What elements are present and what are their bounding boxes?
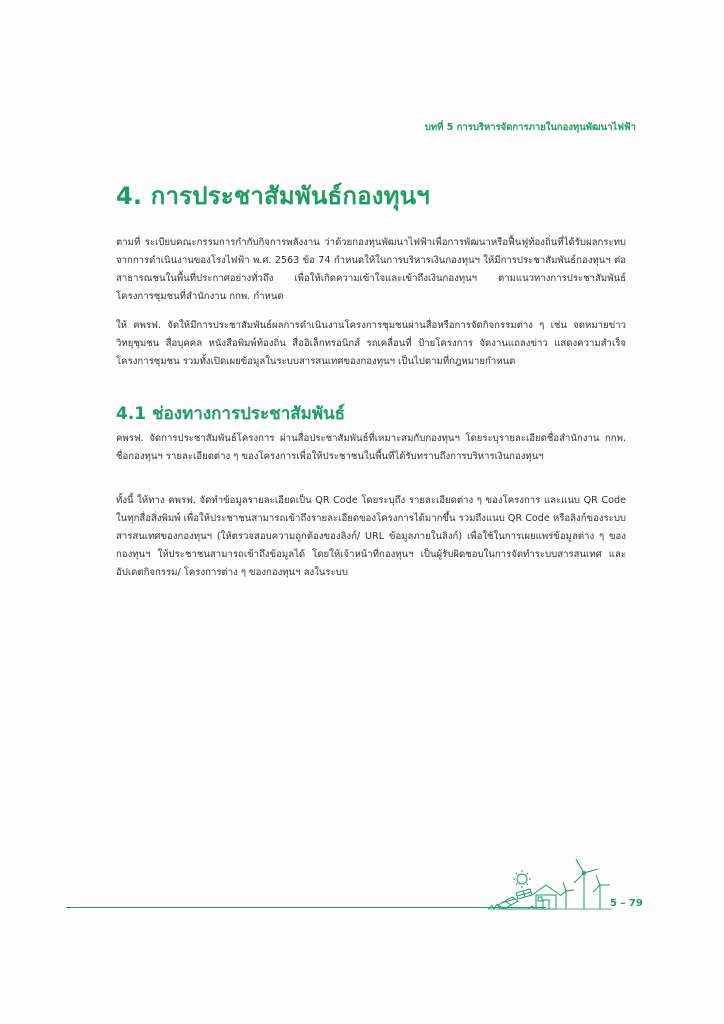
sun-icon [513,870,531,888]
section-paragraph-1: ตามที่ ระเบียบคณะกรรมการกำกับกิจการพลังงาน ว่าด้วยกองทุนพัฒนาไฟฟ้าเพื่อการพัฒนาหรือฟื้นฟูท้องถิ่นที่ได้รับผลกระทบจากการดำเนินงานของโรงไฟฟ้า พ.ศ. 2563 ข้อ 74 กำหนดให้ในการบริหารเงินกองทุนฯ ให้มีการประชาสัมพันธ์กองทุนฯ ต่อสาธารณชนในพื้นที่ประกาศอย่างทั่วถึง เพื่อให้เกิดความเข้าใจและเข้าถึงเงินกองทุนฯ ตามแนวทางการประชาสัมพันธ์โครงการชุมชนที่สำนักงาน กกพ. กำหนด [116,237,626,302]
wind-turbine-icon [560,859,610,909]
footer-divider [66,907,546,908]
grass-icon [488,904,612,909]
subsection-paragraph-1: คพรฟ. จัดการประชาสัมพันธ์โครงการ ผ่านสื่อประชาสัมพันธ์ที่เหมาะสมกับกองทุนฯ โดยระบุรายละเอียดชื่อสำนักงาน กกพ. ชื่อกองทุนฯ รายละเอียดต่าง ๆ ของโครงการเพื่อให้ประชาชนในพื้นที่ได้รับทราบถึงการบริหารเงินกองทุนฯ [116,433,626,462]
footer-illustration [488,855,612,915]
solar-panel-icon [498,889,532,909]
subsection-paragraph-2: ทั้งนี้ ให้ทาง คพรฟ. จัดทำข้อมูลรายละเอียดเป็น QR Code โดยระบุถึง รายละเอียดต่าง ๆ ของโครงการ และแนบ QR Code ในทุกสื่อสิ่งพิมพ์ เพื่อให้ประชาชนสามารถเข้าถึงรายละเอียดของโครงการได้มากขึ้น รวมถึงแนบ QR Code หรือลิงก์ของระบบสารสนเทศของกองทุนฯ (ให้ตรวจสอบความถูกต้องของลิงก์/ URL ข้อมูลภายในลิงก์) เพื่อใช้ในการเผยแพร่ข้อมูลต่าง ๆ ของกองทุนฯ ให้ประชาชนสามารถเข้าถึงข้อมูลได้ โดยให้เจ้าหน้าที่กองทุนฯ เป็นผู้รับผิดชอบในการจัดทำระบบสารสนเทศ และอัปเดตกิจกรรม/ โครงการต่าง ๆ ของกองทุนฯ ลงในระบบ [116,495,626,578]
section-paragraph-2: ให้ คพรฟ. จัดให้มีการประชาสัมพันธ์ผลการดำเนินงานโครงการชุมชนผ่านสื่อหรือการจัดกิจกรรมต่าง ๆ เช่น จดหมายข่าว วิทยุชุมชน สื่อบุคคล หนังสือพิมพ์ท้องถิ่น สื่ออิเล็กทรอนิกส์ รถเคลื่อนที่ ป้ายโครงการ จัดงานแถลงข่าว แสดงความสำเร็จโครงการชุมชน รวมทั้งเปิดเผยข้อมูลในระบบสารสนเทศของกองทุนฯ เป็นไปตามที่กฎหมายกำหนด [116,320,626,367]
section-title: 4. การประชาสัมพันธ์กองทุนฯ [116,182,430,210]
subsection-title: 4.1 ช่องทางการประชาสัมพันธ์ [116,404,346,424]
house-icon [532,885,560,909]
running-header: บทที่ 5 การบริหารจัดการภายในกองทุนพัฒนาไฟฟ้า [424,122,636,133]
page-number: 5 – 79 [610,898,643,909]
